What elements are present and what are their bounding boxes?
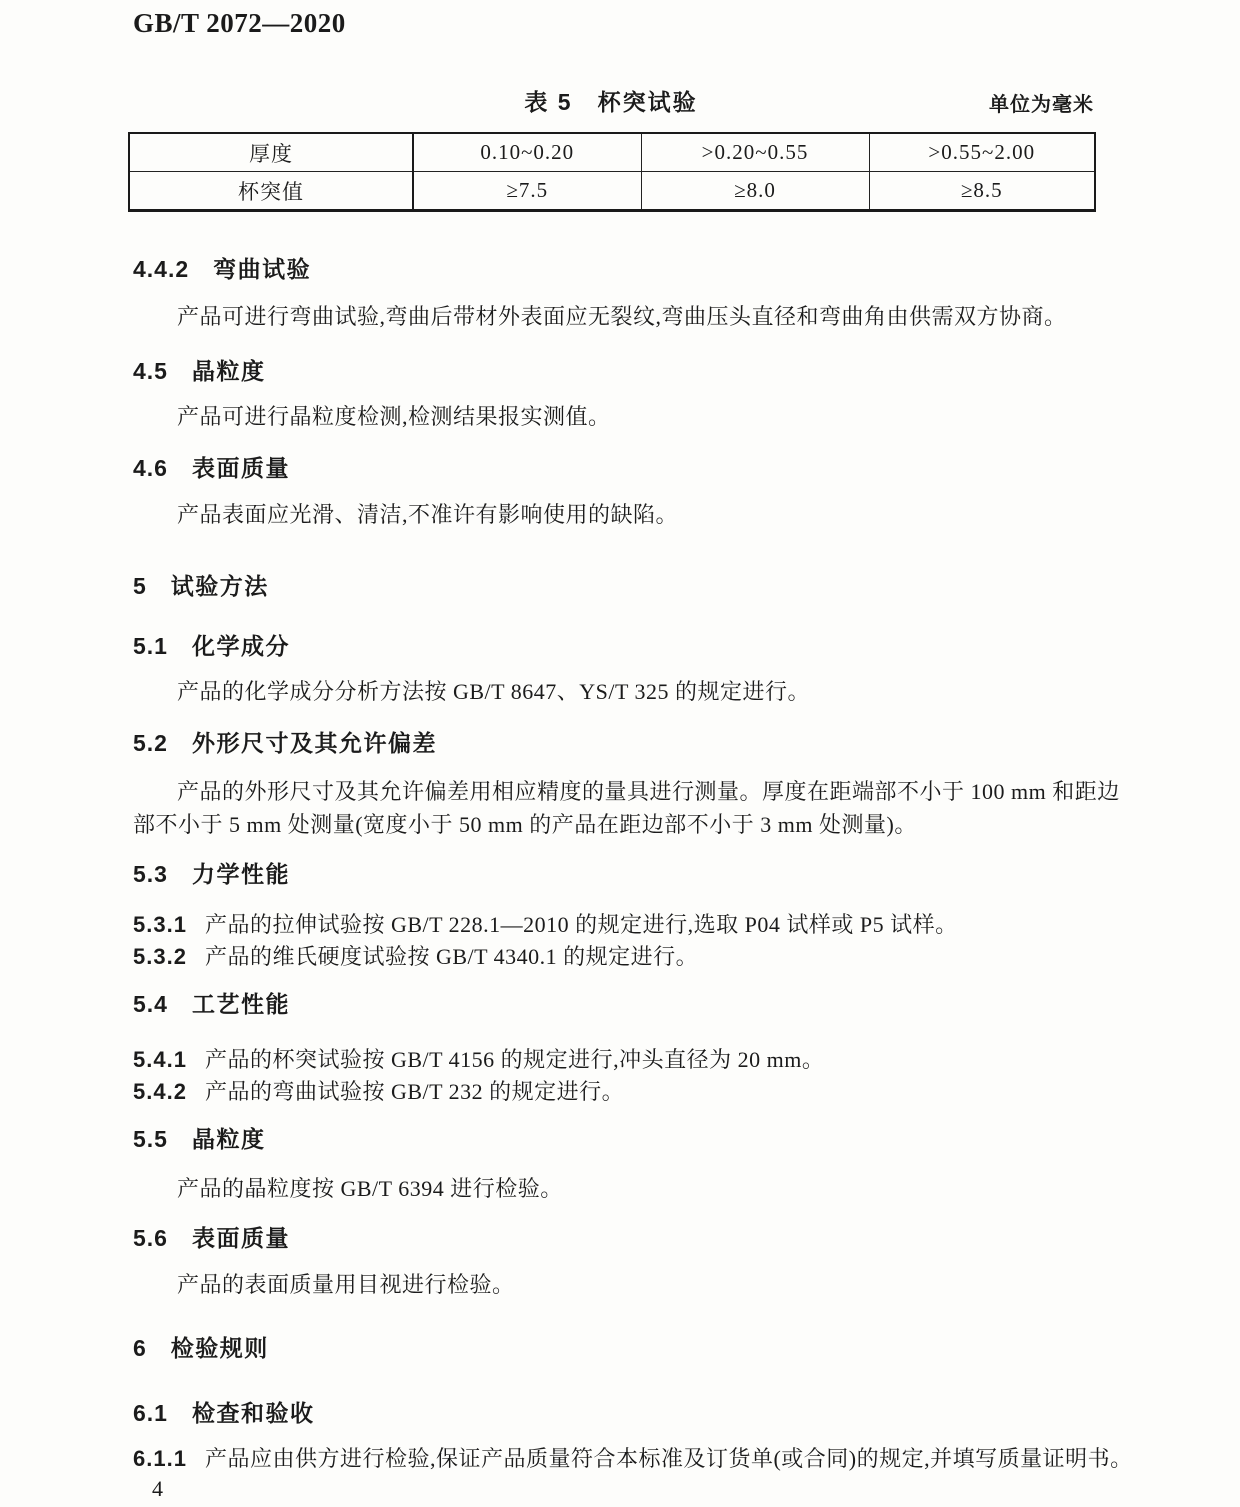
heading-4-4-2: [133, 256, 311, 282]
heading-5-5: [133, 1126, 265, 1152]
row-label-cupping-value: 杯突值: [129, 172, 413, 211]
heading-number: 5.3: [133, 861, 168, 887]
heading-title: 检验规则: [170, 1335, 269, 1361]
heading-title: 表面质量: [191, 1225, 290, 1251]
heading-title: 检查和验收: [191, 1400, 315, 1426]
heading-title: 力学性能: [191, 861, 290, 887]
paragraph-chemical-composition: 产品的化学成分分析方法按 GB/T 8647、YS/T 325 的规定进行。: [177, 679, 810, 704]
clause-text: 产品应由供方进行检验,保证产品质量符合本标准及订货单(或合同)的规定,并填写质量证明书。: [204, 1446, 1133, 1471]
row-label-thickness: 厚度: [129, 133, 413, 172]
paragraph-surface-quality: 产品表面应光滑、清洁,不准许有影响使用的缺陷。: [177, 502, 679, 527]
heading-number: 4.4.2: [133, 256, 190, 282]
heading-number: 5.1: [133, 633, 168, 659]
heading-6: [133, 1335, 269, 1361]
heading-number: 4.6: [133, 455, 168, 481]
thickness-range-1: 0.10~0.20: [413, 133, 641, 172]
heading-6-1: [133, 1400, 314, 1426]
clause-5-4-1: [133, 1043, 824, 1076]
clause-5-4-2: [133, 1075, 624, 1108]
heading-number: 5.4: [133, 991, 168, 1017]
heading-5-6: [133, 1225, 290, 1251]
heading-number: 5.5: [133, 1126, 168, 1152]
clause-6-1-1: [133, 1442, 1133, 1475]
heading-title: 表面质量: [191, 455, 290, 481]
table-row-thickness: [129, 133, 1095, 172]
heading-number: 6.1: [133, 1400, 168, 1426]
clause-number: 5.3.2: [133, 944, 187, 969]
cupping-value-2: ≥8.0: [641, 172, 869, 211]
clause-number: 5.3.1: [133, 912, 187, 937]
clause-text: 产品的维氏硬度试验按 GB/T 4340.1 的规定进行。: [204, 944, 699, 969]
heading-5: [133, 573, 269, 599]
page-number: 4: [152, 1476, 163, 1501]
heading-title: 弯曲试验: [213, 256, 312, 282]
cupping-value-3: ≥8.5: [869, 172, 1095, 211]
heading-title: 晶粒度: [191, 358, 266, 384]
doc-number: GB/T 2072—2020: [133, 8, 346, 38]
heading-number: 5.6: [133, 1225, 168, 1251]
paragraph-grain-size-test: 产品的晶粒度按 GB/T 6394 进行检验。: [177, 1176, 563, 1201]
heading-title: 工艺性能: [191, 991, 290, 1017]
heading-title: 化学成分: [191, 633, 290, 659]
paragraph-grain-size: 产品可进行晶粒度检测,检测结果报实测值。: [177, 404, 611, 429]
clause-text: 产品的弯曲试验按 GB/T 232 的规定进行。: [204, 1079, 625, 1104]
thickness-range-2: >0.20~0.55: [641, 133, 869, 172]
heading-number: 5: [133, 573, 147, 599]
heading-number: 4.5: [133, 358, 168, 384]
thickness-range-3: >0.55~2.00: [869, 133, 1095, 172]
clause-text: 产品的拉伸试验按 GB/T 228.1—2010 的规定进行,选取 P04 试样或 P5 试样。: [204, 912, 958, 937]
cupping-value-1: ≥7.5: [413, 172, 641, 211]
clause-5-3-2: [133, 940, 698, 973]
cupping-test-table: [128, 132, 1096, 212]
clause-5-3-1: [133, 908, 958, 941]
heading-4-5: [133, 358, 265, 384]
table5-title: 表 5 杯突试验: [524, 89, 698, 115]
heading-number: 6: [133, 1335, 147, 1361]
heading-title: 外形尺寸及其允许偏差: [191, 730, 437, 756]
heading-title: 试验方法: [170, 573, 269, 599]
heading-title: 晶粒度: [191, 1126, 266, 1152]
clause-number: 6.1.1: [133, 1446, 187, 1471]
heading-5-3: [133, 861, 290, 887]
heading-4-6: [133, 455, 290, 481]
clause-number: 5.4.1: [133, 1047, 187, 1072]
table-row-cupping-value: [129, 172, 1095, 211]
paragraph-bend-test: 产品可进行弯曲试验,弯曲后带材外表面应无裂纹,弯曲压头直径和弯曲角由供需双方协商。: [177, 304, 1067, 329]
clause-number: 5.4.2: [133, 1079, 187, 1104]
heading-5-4: [133, 991, 290, 1017]
heading-5-2: [133, 730, 437, 756]
clause-text: 产品的杯突试验按 GB/T 4156 的规定进行,冲头直径为 20 mm。: [204, 1047, 825, 1072]
table5-unit-note: 单位为毫米: [989, 94, 1094, 116]
heading-5-1: [133, 633, 290, 659]
paragraph-dimensions: 产品的外形尺寸及其允许偏差用相应精度的量具进行测量。厚度在距端部不小于 100 mm 和距边部不小于 5 mm 处测量(宽度小于 50 mm 的产品在距边部不小于 3 mm 处测量)。: [133, 779, 1120, 837]
paragraph-surface-quality-test: 产品的表面质量用目视进行检验。: [177, 1272, 515, 1297]
heading-number: 5.2: [133, 730, 168, 756]
